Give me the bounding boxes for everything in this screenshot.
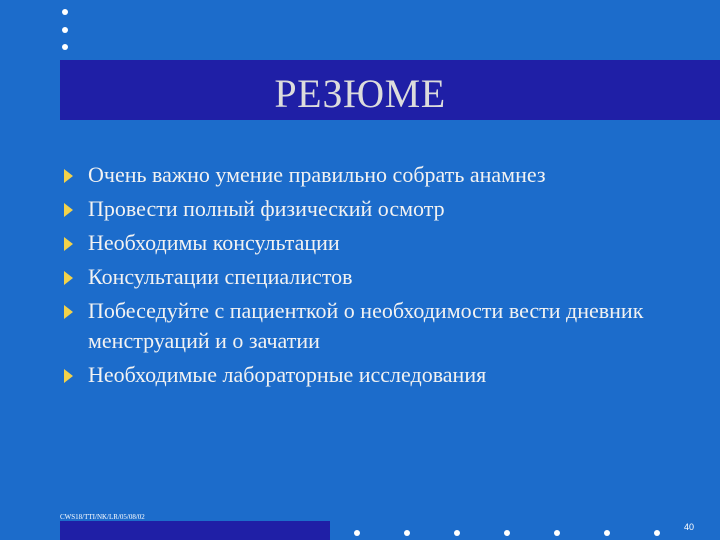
triangle-bullet-icon — [64, 369, 73, 383]
triangle-bullet-icon — [64, 271, 73, 285]
bullet-text: Очень важно умение правильно собрать анамнез — [88, 162, 546, 187]
bullet-item — [62, 160, 662, 190]
bullet-text: Побеседуйте с пациенткой о необходимости вести дневник менструаций и о зачатии — [88, 298, 644, 353]
bullet-text: Необходимы консультации — [88, 230, 340, 255]
bullet-item — [62, 262, 662, 292]
decor-dot — [404, 530, 410, 536]
decor-dot — [354, 530, 360, 536]
decor-dot — [554, 530, 560, 536]
decor-dot — [504, 530, 510, 536]
bullet-item — [62, 296, 662, 356]
page-number: 40 — [684, 522, 695, 532]
slide-title: РЕЗЮМЕ — [274, 71, 446, 116]
decor-dot — [62, 9, 68, 15]
footer-bar — [60, 521, 330, 540]
decor-dot — [654, 530, 660, 536]
bullet-item — [62, 360, 662, 390]
decor-dot — [454, 530, 460, 536]
decor-dot — [604, 530, 610, 536]
footer-code: CWS18/TTI/NK/LR/05/08/02 — [60, 513, 145, 521]
bullet-text: Необходимые лабораторные исследования — [88, 362, 487, 387]
triangle-bullet-icon — [64, 203, 73, 217]
bullet-list — [62, 160, 662, 394]
bullet-text: Консультации специалистов — [88, 264, 353, 289]
bullet-item — [62, 194, 662, 224]
bullet-item — [62, 228, 662, 258]
triangle-bullet-icon — [64, 237, 73, 251]
decor-dot — [62, 27, 68, 33]
title-bar — [60, 60, 720, 120]
triangle-bullet-icon — [64, 305, 73, 319]
decor-dot — [62, 44, 68, 50]
triangle-bullet-icon — [64, 169, 73, 183]
bullet-text: Провести полный физический осмотр — [88, 196, 445, 221]
